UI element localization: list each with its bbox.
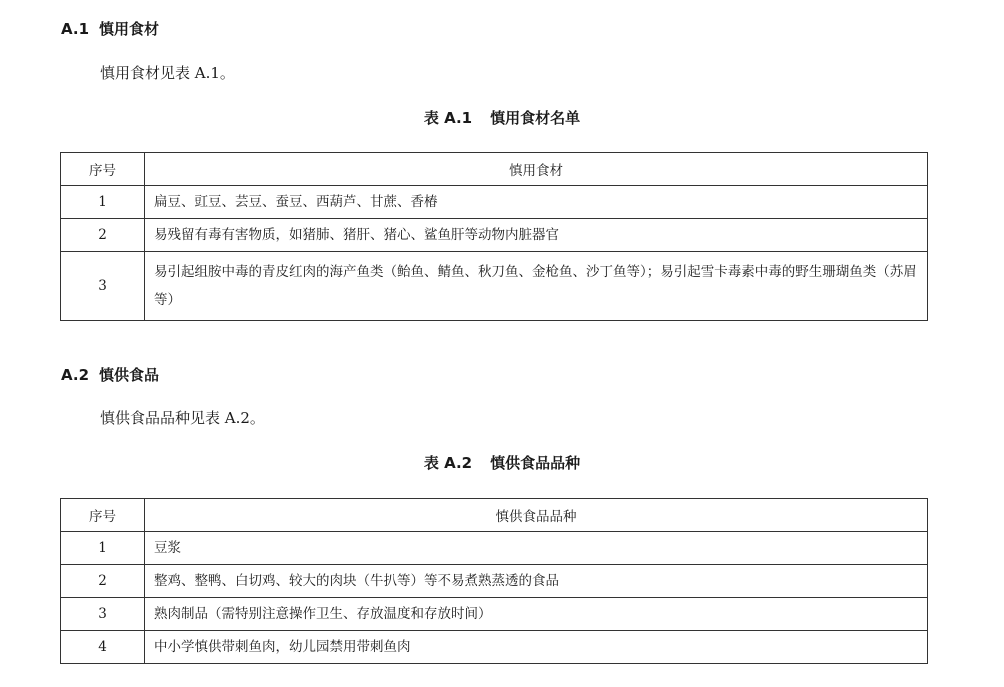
row-index: 2 — [61, 219, 145, 252]
table-row — [61, 565, 928, 598]
section-heading-a1 — [61, 18, 159, 39]
table-row — [61, 598, 928, 631]
row-index: 4 — [61, 631, 145, 664]
section-paragraph: 慎用食材见表 A.1。 — [100, 64, 235, 82]
row-text: 易引起组胺中毒的青皮红肉的海产鱼类（鲐鱼、鲭鱼、秋刀鱼、金枪鱼、沙丁鱼等）；易引起雪卡毒素中毒的野生珊瑚鱼类（苏眉等） — [145, 252, 928, 321]
row-text: 易残留有毒有害物质，如猪肺、猪肝、猪心、鲨鱼肝等动物内脏器官 — [145, 219, 928, 252]
row-text: 豆浆 — [145, 532, 928, 565]
table-a2 — [60, 498, 928, 664]
row-text: 扁豆、豇豆、芸豆、蚕豆、西葫芦、甘蔗、香椿 — [145, 186, 928, 219]
table-row — [61, 219, 928, 252]
row-text: 中小学慎供带刺鱼肉，幼儿园禁用带刺鱼肉 — [145, 631, 928, 664]
table-caption-a2 — [0, 452, 1004, 473]
table-row — [61, 186, 928, 219]
column-header-item: 慎供食品品种 — [145, 499, 928, 532]
section-heading-a2 — [61, 364, 159, 385]
table-caption-number: 表 A.1 — [423, 109, 473, 127]
row-index: 3 — [61, 598, 145, 631]
row-index: 2 — [61, 565, 145, 598]
row-index: 1 — [61, 532, 145, 565]
section-title: 慎用食材 — [99, 20, 160, 38]
table-caption-number: 表 A.2 — [423, 454, 473, 472]
column-header-index: 序号 — [61, 153, 145, 186]
table-caption-title: 慎用食材名单 — [490, 109, 581, 127]
table-row — [61, 532, 928, 565]
row-text: 整鸡、整鸭、白切鸡、较大的肉块（牛扒等）等不易煮熟蒸透的食品 — [145, 565, 928, 598]
table-caption-title: 慎供食品品种 — [490, 454, 581, 472]
table-row — [61, 252, 928, 321]
section-title: 慎供食品 — [99, 366, 160, 384]
section-number: A.1 — [61, 20, 90, 38]
column-header-index: 序号 — [61, 499, 145, 532]
table-header-row — [61, 153, 928, 186]
table-caption-a1 — [0, 107, 1004, 128]
row-index: 3 — [61, 252, 145, 321]
section-number: A.2 — [61, 366, 90, 384]
table-a1 — [60, 152, 928, 321]
section-paragraph: 慎供食品品种见表 A.2。 — [100, 409, 265, 427]
column-header-item: 慎用食材 — [145, 153, 928, 186]
row-index: 1 — [61, 186, 145, 219]
table-row — [61, 631, 928, 664]
row-text: 熟肉制品（需特别注意操作卫生、存放温度和存放时间） — [145, 598, 928, 631]
table-header-row — [61, 499, 928, 532]
